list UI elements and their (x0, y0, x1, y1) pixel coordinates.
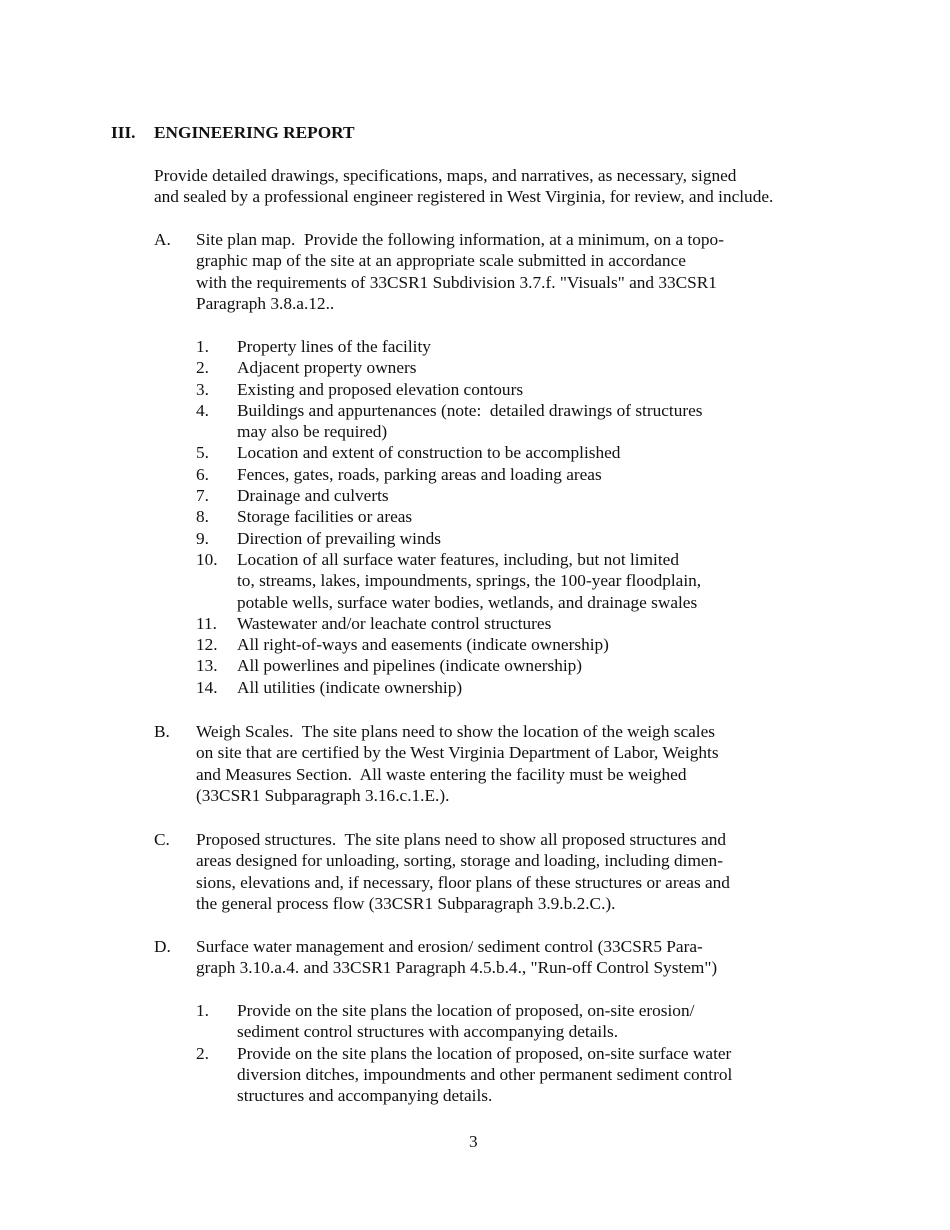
item-c-letter: C. (154, 830, 170, 849)
list-item-text: All powerlines and pipelines (indicate ownership) (237, 656, 583, 676)
list-item-text: Buildings and appurtenances (note: detailed drawings of structures (237, 400, 703, 420)
item-b-line: on site that are certified by the West Virginia Department of Labor, Weights (196, 743, 719, 763)
item-a-line: Site plan map. Provide the following information, at a minimum, on a topo- (196, 230, 724, 249)
list-number: 10. (196, 549, 218, 569)
list-item-text: may also be required) (237, 422, 388, 442)
item-c-paragraph (196, 829, 730, 914)
list-item-text: potable wells, surface water bodies, wetlands, and drainage swales (237, 592, 698, 612)
list-number: 13. (196, 656, 218, 676)
list-item-text: All utilities (indicate ownership) (237, 677, 463, 697)
list-number: 14. (196, 677, 218, 697)
item-b-line: and Measures Section. All waste entering the facility must be weighed (196, 764, 687, 784)
item-a-letter: A. (154, 230, 171, 249)
list-item-text: to, streams, lakes, impoundments, springs, the 100-year floodplain, (237, 571, 702, 591)
list-number: 1. (196, 1001, 209, 1020)
item-d-paragraph (196, 936, 717, 979)
section-title: ENGINEERING REPORT (154, 123, 355, 142)
item-b-line: (33CSR1 Subparagraph 3.16.c.1.E.). (196, 785, 450, 805)
intro-paragraph (154, 165, 773, 208)
item-b-letter: B. (154, 722, 170, 741)
list-item-text: Wastewater and/or leachate control structures (237, 613, 552, 633)
list-item-text: Existing and proposed elevation contours (237, 379, 524, 399)
item-a-list-text (237, 336, 703, 698)
list-number: 2. (196, 1043, 209, 1063)
list-item-text: Location and extent of construction to be accomplished (237, 443, 621, 463)
item-c-line: areas designed for unloading, sorting, storage and loading, including dimen- (196, 851, 723, 871)
list-item-text: Property lines of the facility (237, 337, 431, 356)
item-a-line: Paragraph 3.8.a.12.. (196, 293, 335, 313)
item-d-list-text (237, 1000, 732, 1106)
list-number: 1. (196, 337, 209, 356)
list-item-text: All right-of-ways and easements (indicate ownership) (237, 635, 609, 655)
item-d-line: graph 3.10.a.4. and 33CSR1 Paragraph 4.5.b.4., "Run-off Control System") (196, 958, 718, 978)
list-number: 4. (196, 400, 209, 420)
list-item-text: Provide on the site plans the location of proposed, on-site surface water (237, 1043, 732, 1063)
item-a-line: with the requirements of 33CSR1 Subdivision 3.7.f. "Visuals" and 33CSR1 (196, 272, 717, 292)
list-number: 5. (196, 443, 209, 463)
item-b-line: Weigh Scales. The site plans need to show the location of the weigh scales (196, 722, 715, 741)
list-item-text: Drainage and culverts (237, 486, 389, 506)
item-a-list-numbers (196, 336, 218, 698)
list-number: 7. (196, 486, 209, 506)
list-item-text: Location of all surface water features, including, but not limited (237, 549, 679, 569)
item-d-list-numbers (196, 1000, 209, 1064)
item-c-line: the general process flow (33CSR1 Subparagraph 3.9.b.2.C.). (196, 893, 616, 913)
list-number: 11. (196, 613, 217, 633)
item-b-paragraph (196, 721, 719, 806)
list-number: 6. (196, 464, 209, 484)
item-c-line: Proposed structures. The site plans need to show all proposed structures and (196, 830, 727, 849)
list-item-text: structures and accompanying details. (237, 1086, 493, 1106)
list-item-text: diversion ditches, impoundments and other permanent sediment control (237, 1064, 733, 1084)
list-item-text: Storage facilities or areas (237, 507, 413, 527)
item-d-line: Surface water management and erosion/ sediment control (33CSR5 Para- (196, 937, 703, 956)
list-number: 9. (196, 528, 209, 548)
intro-line: and sealed by a professional engineer registered in West Virginia, for review, and include. (154, 187, 774, 207)
list-item-text: Fences, gates, roads, parking areas and loading areas (237, 464, 602, 484)
section-number: III. (111, 123, 136, 142)
list-number: 3. (196, 379, 209, 399)
list-item-text: sediment control structures with accompanying details. (237, 1022, 619, 1042)
list-item-text: Adjacent property owners (237, 358, 417, 378)
item-a-line: graphic map of the site at an appropriate scale submitted in accordance (196, 251, 686, 271)
list-number: 2. (196, 358, 209, 378)
intro-line: Provide detailed drawings, specifications, maps, and narratives, as necessary, signed (154, 166, 737, 185)
page-number: 3 (469, 1132, 478, 1151)
list-item-text: Direction of prevailing winds (237, 528, 441, 548)
list-number: 8. (196, 507, 209, 527)
list-number: 12. (196, 635, 218, 655)
item-c-line: sions, elevations and, if necessary, floor plans of these structures or areas and (196, 872, 730, 892)
item-d-letter: D. (154, 937, 171, 956)
list-item-text: Provide on the site plans the location of proposed, on-site erosion/ (237, 1001, 695, 1020)
item-a-paragraph (196, 229, 724, 314)
